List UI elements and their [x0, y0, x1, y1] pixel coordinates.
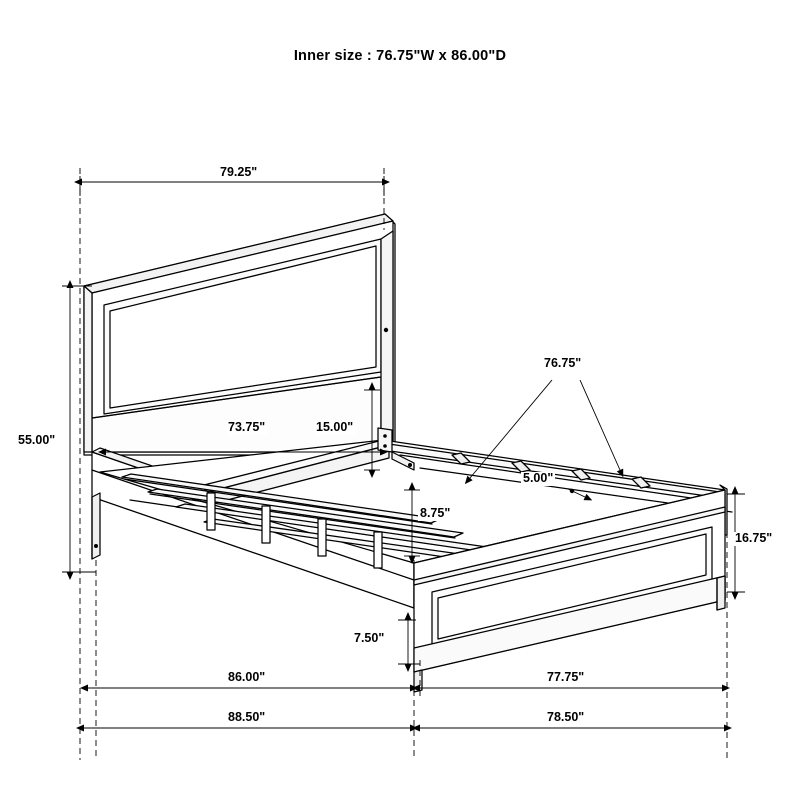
page-title: Inner size : 76.75"W x 86.00"D — [293, 48, 507, 64]
dimension-label-inner-depth: 86.00" — [228, 670, 266, 684]
dimension-label-overall-depth: 88.50" — [228, 710, 266, 724]
dimension-label-headboard-inner-width: 73.75" — [228, 420, 266, 434]
dimension-label-overall-width-bottom: 78.50" — [547, 710, 585, 724]
dimension-label-slat-width: 5.00" — [523, 471, 554, 485]
dimension-label-rail-height: 15.00" — [316, 420, 354, 434]
dimension-label-overall-width-top: 79.25" — [220, 165, 258, 179]
dimension-label-clearance-height: 7.50" — [354, 631, 385, 645]
dimension-label-mattress-width: 76.75" — [544, 356, 582, 370]
dimension-label-inner-width-bottom: 77.75" — [547, 670, 585, 684]
dimension-label-footboard-height-right: 16.75" — [735, 531, 773, 545]
dimension-label-slat-deck-height: 8.75" — [420, 506, 451, 520]
dimension-label-overall-height-left: 55.00" — [18, 433, 56, 447]
